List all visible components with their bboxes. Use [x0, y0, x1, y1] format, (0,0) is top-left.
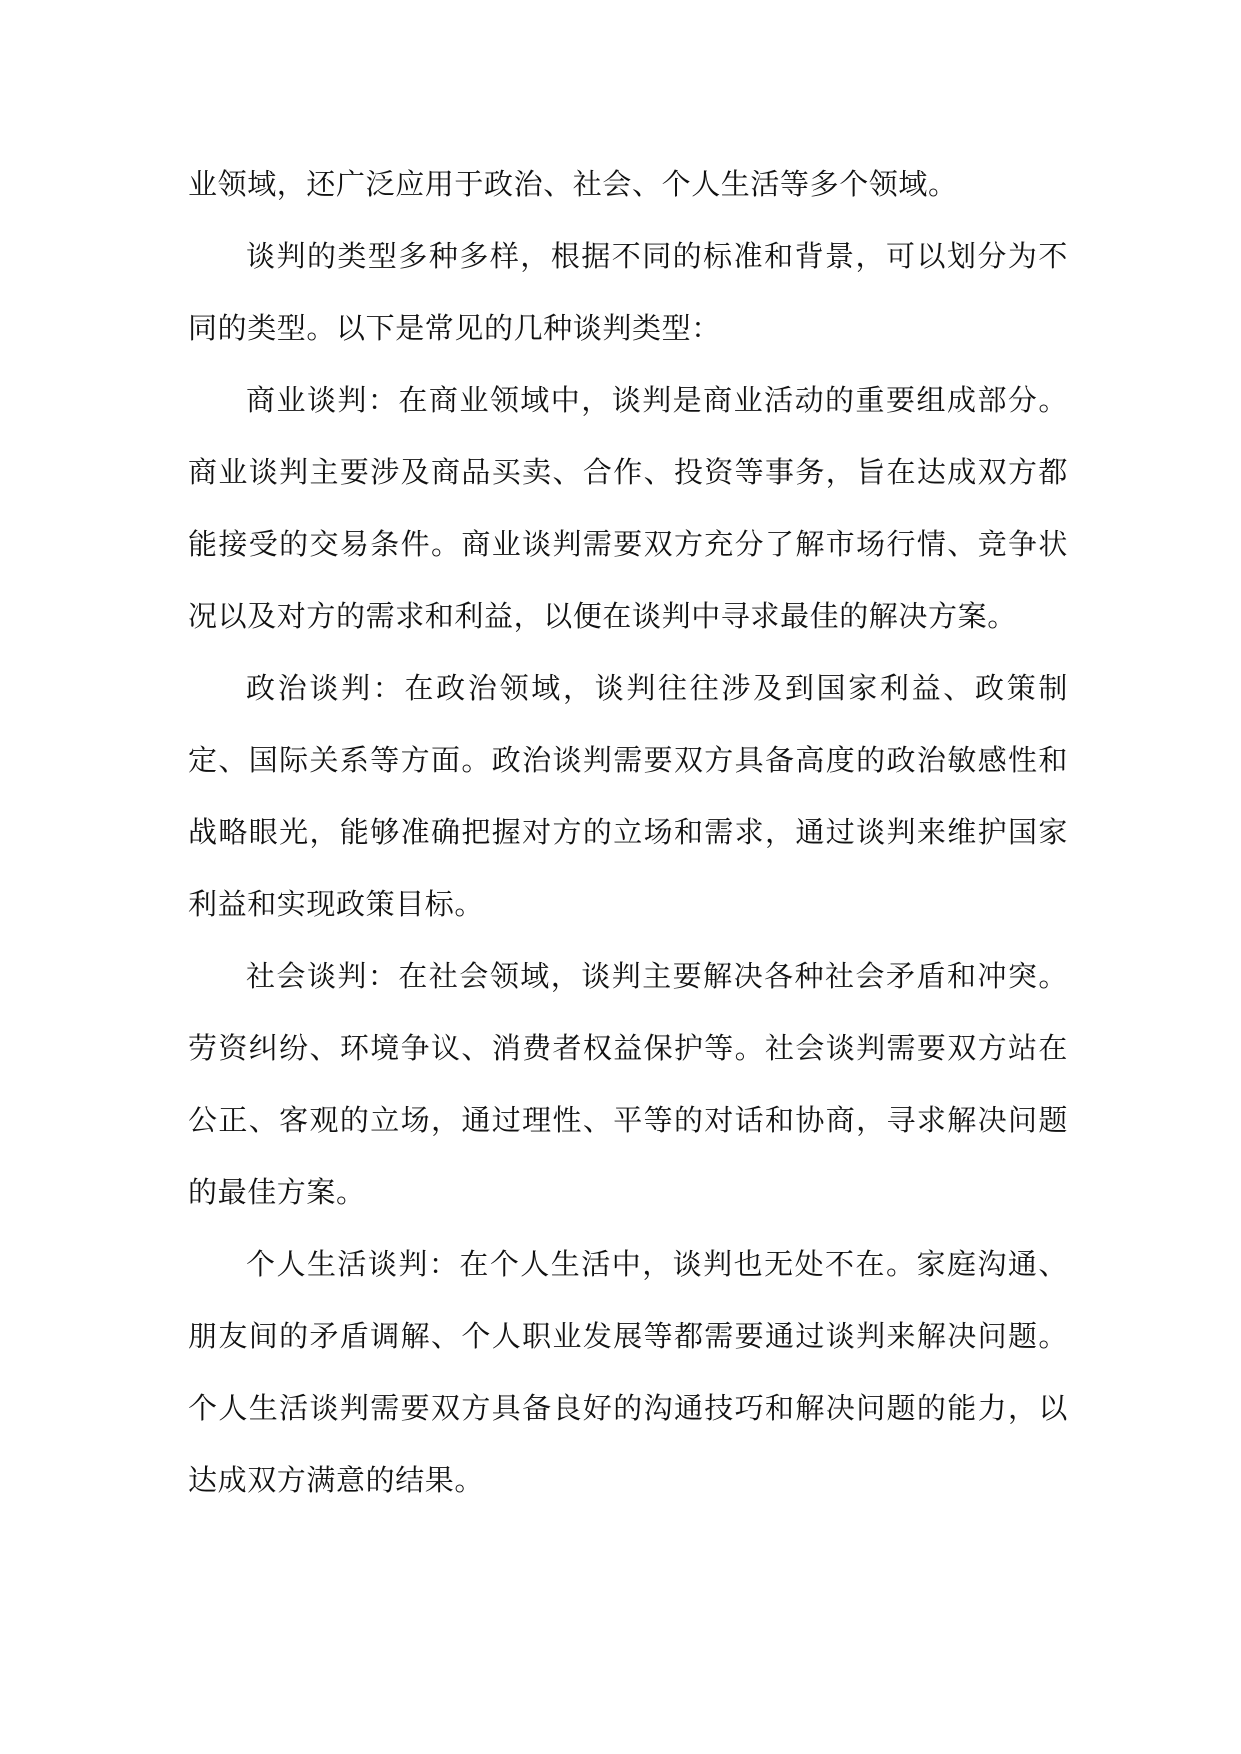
paragraph-business-negotiation: 商业谈判：在商业领域中，谈判是商业活动的重要组成部分。商业谈判主要涉及商品买卖、合作、投资等事务，旨在达成双方都能接受的交易条件。商业谈判需要双方充分了解市场行情、竞争状况以及对方的需求和利益，以便在谈判中寻求最佳的解决方案。 — [188, 383, 1068, 633]
paragraph-political-negotiation: 政治谈判：在政治领域，谈判往往涉及到国家利益、政策制定、国际关系等方面。政治谈判需要双方具备高度的政治敏感性和战略眼光，能够准确把握对方的立场和需求，通过谈判来维护国家利益和实现政策目标。 — [188, 671, 1068, 921]
paragraph-social-negotiation: 社会谈判：在社会领域，谈判主要解决各种社会矛盾和冲突。劳资纠纷、环境争议、消费者权益保护等。社会谈判需要双方站在公正、客观的立场，通过理性、平等的对话和协商，寻求解决问题的最佳方案。 — [188, 959, 1068, 1209]
paragraph-negotiation-types: 谈判的类型多种多样，根据不同的标准和背景，可以划分为不同的类型。以下是常见的几种谈判类型： — [188, 239, 1068, 345]
paragraph-continuation: 业领域，还广泛应用于政治、社会、个人生活等多个领域。 — [188, 167, 958, 201]
body-text — [188, 148, 1068, 1516]
paragraph-personal-negotiation: 个人生活谈判：在个人生活中，谈判也无处不在。家庭沟通、朋友间的矛盾调解、个人职业发展等都需要通过谈判来解决问题。个人生活谈判需要双方具备良好的沟通技巧和解决问题的能力，以达成双方满意的结果。 — [188, 1247, 1068, 1497]
